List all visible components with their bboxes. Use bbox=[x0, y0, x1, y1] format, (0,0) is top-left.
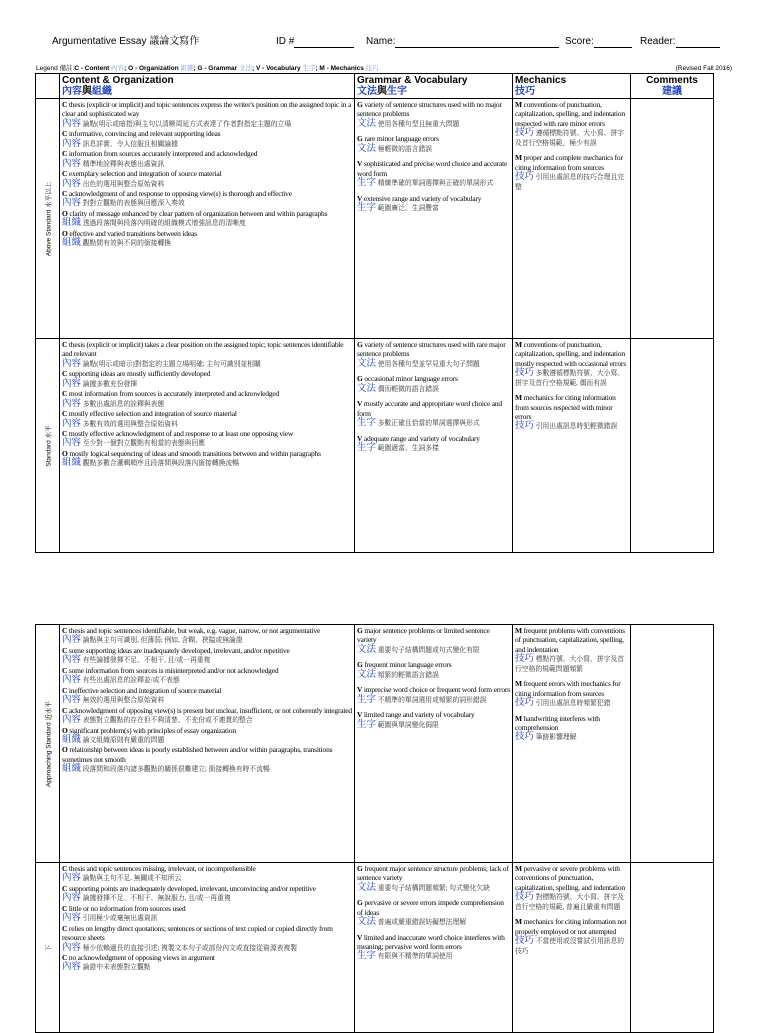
criterion-translation: 組織 觀點間有效與不同的銜接轉換 bbox=[62, 237, 172, 249]
essay-title: Argumentative Essay 議論文寫作 bbox=[52, 36, 200, 47]
criterion-code: M bbox=[515, 917, 522, 927]
category-tag: 內容 bbox=[62, 357, 82, 369]
criterion-text: C ineffective selection and integration of source material bbox=[62, 685, 222, 695]
criterion-code: C bbox=[62, 665, 68, 675]
category-tag: 內容 bbox=[62, 872, 82, 884]
criterion-code: C bbox=[62, 189, 68, 199]
criterion-translation: 組織 透過段落間與段落內明確的組織模式增強訊息的清晰度 bbox=[62, 217, 246, 229]
criterion-text: V sophisticated and precise word choice and accurate word form bbox=[357, 159, 508, 178]
criterion-text: M frequent errors with mechanics for citing information from sources bbox=[515, 679, 621, 698]
category-tag: 技巧 bbox=[515, 653, 535, 665]
rubric-table-lower bbox=[35, 624, 714, 1033]
criterion-item bbox=[357, 660, 510, 680]
criterion-code: G bbox=[357, 626, 363, 635]
mechanics-cell bbox=[513, 863, 631, 1033]
criterion-translation: 內容 至少對一個對立觀點有相當的表態與回應 bbox=[62, 437, 206, 449]
criterion-text: O clarity of message enhanced by clear pattern of organization between and within paragraphs bbox=[62, 208, 328, 218]
criterion-item bbox=[62, 864, 352, 884]
criterion-code: O bbox=[62, 448, 68, 458]
category-tag: 內容 bbox=[62, 417, 82, 429]
criterion-code: C bbox=[62, 626, 68, 635]
criterion-code: M bbox=[515, 393, 522, 403]
reader-field[interactable]: Reader: bbox=[640, 36, 720, 48]
criterion-text: G frequent major sentence structure problems; lack of sentence variety bbox=[357, 864, 509, 883]
criterion-translation: 內容 無效的選用與整合原始資料 bbox=[62, 694, 165, 706]
criterion-code: M bbox=[515, 340, 522, 349]
criterion-translation: 內容 論點(明示或暗示)對指定的主題立場明確; 主句可識別並相關 bbox=[62, 357, 261, 369]
category-tag: 內容 bbox=[62, 137, 82, 149]
criterion-code: G bbox=[357, 134, 363, 144]
criterion-text: C relies on lengthy direct quotations; sentences or sections of text copied or copied directly from resource sheets bbox=[62, 923, 333, 943]
rubric-table-upper bbox=[35, 73, 714, 553]
category-tag: 生字 bbox=[357, 201, 377, 213]
criterion-item bbox=[515, 864, 628, 912]
score-field[interactable]: Score: bbox=[565, 36, 632, 48]
category-tag: 生字 bbox=[357, 177, 377, 189]
criterion-text: C no acknowledgment of opposing views in argument bbox=[62, 953, 215, 963]
criterion-code: C bbox=[62, 169, 68, 179]
category-tag: 內容 bbox=[62, 157, 82, 169]
criterion-code: V bbox=[357, 710, 363, 720]
criterion-translation: 技巧 引用出處訊息時犯輕微錯誤 bbox=[515, 420, 618, 432]
category-tag: 組織 bbox=[62, 217, 82, 229]
grammar-cell bbox=[355, 625, 513, 863]
criterion-item bbox=[62, 666, 352, 686]
criterion-text: V limited range and variety of vocabulary bbox=[357, 710, 475, 720]
criterion-code: C bbox=[62, 149, 68, 159]
criterion-translation: 內容 論點與主句不足, 無關或不知所云 bbox=[62, 872, 182, 884]
criterion-code: C bbox=[62, 369, 68, 379]
level-label-cell bbox=[36, 339, 60, 553]
criterion-translation: 內容 論據發揮不足、不相干、無說服力, 且/或一再重複 bbox=[62, 892, 231, 904]
grammar-cell bbox=[355, 339, 513, 553]
grammar-vocabulary-header: Grammar & Vocabulary 文法與生字 bbox=[355, 74, 513, 99]
criterion-code: C bbox=[62, 953, 68, 963]
criterion-translation: 文法 使用各種句型且無重大問題 bbox=[357, 117, 460, 129]
criterion-item bbox=[62, 646, 352, 666]
category-tag: 內容 bbox=[62, 694, 82, 706]
criterion-code: V bbox=[357, 433, 363, 443]
criterion-translation: 組織 論文組織原則有嚴重的問題 bbox=[62, 733, 165, 745]
category-tag: 文法 bbox=[357, 668, 377, 680]
criterion-text: V adequate range and variety of vocabulary bbox=[357, 433, 480, 443]
criterion-text: C thesis (explicit or implicit) takes a clear position on the assigned topic; topic sentences identifiable and relevant bbox=[62, 340, 344, 359]
criterion-text: C mostly effective acknowledgment of and response to at least one opposing view bbox=[62, 429, 294, 439]
criterion-code: C bbox=[62, 685, 68, 695]
criterion-translation: 文法 重要句子結構問題頻繁; 句式變化欠缺 bbox=[357, 881, 491, 893]
criterion-text: V imprecise word choice or frequent word form errors bbox=[357, 685, 510, 695]
criterion-translation: 技巧 標點符號、大小寫、拼字及首行空格的規範問題頻繁 bbox=[515, 653, 625, 673]
criterion-translation: 文法 偶而輕微的語言錯誤 bbox=[357, 382, 439, 394]
criterion-translation: 生字 不精準的單詞選用或頻繁的詞形錯誤 bbox=[357, 693, 487, 705]
criterion-item bbox=[515, 917, 628, 956]
criterion-code: O bbox=[62, 228, 68, 238]
content-cell bbox=[60, 339, 355, 553]
criterion-item bbox=[62, 340, 352, 369]
criterion-text: V mostly accurate and appropriate word choice and form bbox=[357, 399, 502, 418]
criterion-code: G bbox=[357, 898, 363, 908]
category-tag: 內容 bbox=[62, 437, 82, 449]
criterion-code: V bbox=[357, 399, 363, 409]
criterion-item bbox=[62, 229, 352, 249]
criterion-code: M bbox=[515, 153, 522, 163]
criterion-code: O bbox=[62, 725, 68, 735]
criterion-translation: 文法 使用各種句型並罕見重大句子問題 bbox=[357, 357, 480, 369]
criterion-translation: 技巧 不當使用或沒嘗試引用訊息的技巧 bbox=[515, 935, 625, 955]
criterion-item bbox=[62, 904, 352, 924]
comments-cell[interactable] bbox=[631, 339, 714, 553]
category-tag: 技巧 bbox=[515, 935, 535, 947]
level-label-cell bbox=[36, 863, 60, 1033]
level-label: Above Standard 水平以上 bbox=[45, 181, 52, 256]
criterion-text: G major sentence problems or limited sentence variety bbox=[357, 626, 490, 645]
category-tag: 組織 bbox=[62, 457, 82, 469]
criterion-code: O bbox=[62, 745, 68, 755]
criterion-text: M proper and complete mechanics for citing information from sources bbox=[515, 153, 623, 172]
criterion-text: G rare minor language errors bbox=[357, 134, 439, 144]
criterion-text: O relationship between ideas is poorly established between and/or within paragraphs, transitions sometimes not smooth bbox=[62, 745, 333, 764]
criterion-item bbox=[357, 933, 510, 962]
criterion-item bbox=[357, 194, 510, 214]
criterion-text: C exemplary selection and integration of source material bbox=[62, 169, 222, 179]
category-tag: 技巧 bbox=[515, 367, 535, 379]
category-tag: 文法 bbox=[357, 382, 377, 394]
criterion-code: C bbox=[62, 645, 68, 655]
criterion-item bbox=[357, 898, 510, 927]
criterion-code: C bbox=[62, 883, 68, 893]
criterion-text: M frequent problems with conventions of punctuation, capitalization, spelling, and indentation bbox=[515, 626, 625, 654]
criterion-translation: 內容 出色的選用與整合原始資料 bbox=[62, 177, 165, 189]
category-tag: 內容 bbox=[62, 634, 82, 646]
criterion-item bbox=[62, 449, 352, 469]
category-tag: 文法 bbox=[357, 643, 377, 655]
criterion-translation: 技巧 遵循標點符號、大小寫、拼字及首行空格規範，極少有誤 bbox=[515, 127, 625, 147]
mechanics-header: Mechanics 技巧 bbox=[513, 74, 631, 99]
criterion-code: V bbox=[357, 159, 363, 169]
category-tag: 內容 bbox=[62, 714, 82, 726]
criterion-text: M conventions of punctuation, capitalization, spelling, and indentation mostly respected with occasional errors bbox=[515, 340, 626, 368]
criterion-item bbox=[62, 149, 352, 169]
criterion-item bbox=[62, 745, 352, 774]
category-tag: 組織 bbox=[62, 763, 82, 775]
criterion-text: C information from sources accurately interpreted and acknowledged bbox=[62, 149, 258, 159]
criterion-text: M handwriting interferes with comprehension bbox=[515, 713, 600, 732]
category-tag: 內容 bbox=[62, 961, 82, 973]
category-tag: 技巧 bbox=[515, 891, 535, 903]
criterion-translation: 技巧 多數遵循標點符號、大小寫、拼字及首行空格規範, 偶而有誤 bbox=[515, 367, 625, 387]
criterion-code: M bbox=[515, 864, 522, 873]
category-tag: 技巧 bbox=[515, 731, 535, 743]
category-tag: 技巧 bbox=[515, 697, 535, 709]
revision-note: (Revised Fall 2016) bbox=[675, 65, 732, 72]
content-cell bbox=[60, 99, 355, 339]
level-label-cell bbox=[36, 625, 60, 863]
criterion-text: C acknowledgment of and response to opposing view(s) is thorough and effective bbox=[62, 189, 292, 199]
criterion-item bbox=[515, 679, 628, 708]
criterion-code: C bbox=[62, 340, 68, 349]
criterion-translation: 內容 有些出處訊息的詮釋並/或不表態 bbox=[62, 674, 180, 686]
level-label: Approaching Standard 近水平 bbox=[45, 700, 52, 787]
criterion-translation: 內容 精準地詮釋與表態出處資訊 bbox=[62, 157, 165, 169]
criterion-item bbox=[62, 389, 352, 409]
criterion-translation: 生字 多數正確且恰當的單詞選擇與形式 bbox=[357, 417, 480, 429]
criterion-item bbox=[515, 340, 628, 388]
criterion-item bbox=[62, 189, 352, 209]
criterion-item bbox=[62, 626, 352, 646]
criterion-translation: 組織 段落間和段落內諸多觀點的關係很難建立; 銜接轉換有時不流暢 bbox=[62, 763, 270, 775]
criterion-code: M bbox=[515, 100, 522, 109]
criterion-item bbox=[357, 159, 510, 188]
criterion-code: V bbox=[357, 193, 363, 203]
criterion-translation: 文法 極輕微的語言錯誤 bbox=[357, 142, 433, 154]
category-tag: 文法 bbox=[357, 142, 377, 154]
mechanics-cell bbox=[513, 625, 631, 863]
criterion-item bbox=[515, 714, 628, 743]
criterion-translation: 技巧 筆跡影響理解 bbox=[515, 731, 577, 743]
category-tag: 生字 bbox=[357, 417, 377, 429]
level-row-standard bbox=[36, 339, 714, 553]
criterion-item bbox=[62, 953, 352, 973]
criterion-item bbox=[357, 340, 510, 369]
content-cell bbox=[60, 863, 355, 1033]
criterion-translation: 內容 訊息詳實、令人信服且相關論據 bbox=[62, 137, 178, 149]
criterion-item bbox=[62, 369, 352, 389]
criterion-item bbox=[357, 374, 510, 394]
criterion-translation: 內容 表態對立觀點的存在但不夠清楚、不充份或不連貫的整合 bbox=[62, 714, 253, 726]
column-header-row bbox=[36, 74, 714, 99]
criterion-item bbox=[62, 209, 352, 229]
criterion-text: C thesis (explicit or implicit) and topic sentences express the writer's position on the assigned topic in a clear and sophisticated way bbox=[62, 100, 352, 119]
category-tag: 內容 bbox=[62, 377, 82, 389]
criterion-text: M pervasive or severe problems with conventions of punctuation, capitalization, spelling, and indentation bbox=[515, 864, 625, 892]
criterion-text: G variety of sentence structures used with rare major sentence problems bbox=[357, 340, 506, 359]
criterion-text: O mostly logical sequencing of ideas and smooth transitions between and within paragraphs bbox=[62, 448, 321, 458]
content-organization-header: Content & Organization 內容與組織 bbox=[60, 74, 355, 99]
criterion-text: G occasional minor language errors bbox=[357, 374, 458, 384]
criterion-item bbox=[357, 399, 510, 428]
category-tag: 內容 bbox=[62, 177, 82, 189]
criterion-code: G bbox=[357, 374, 363, 384]
criterion-text: C most information from sources is accurately interpreted and acknowledged bbox=[62, 389, 280, 399]
criterion-item bbox=[62, 409, 352, 429]
category-tag: 技巧 bbox=[515, 420, 535, 432]
criterion-item bbox=[515, 100, 628, 148]
criterion-translation: 生字 範圍廣泛、生詞豐富 bbox=[357, 201, 439, 213]
criterion-translation: 組織 觀點多數合邏輯順序且段落間與段落內銜接轉換流暢 bbox=[62, 457, 240, 469]
criterion-translation: 文法 普遍或嚴重錯誤妨礙想法理解 bbox=[357, 916, 467, 928]
criterion-text: C little or no information from sources used bbox=[62, 903, 186, 913]
id-field[interactable]: ID # bbox=[276, 36, 354, 48]
criterion-translation: 內容 對對立觀點的表態與回應深入奏效 bbox=[62, 197, 185, 209]
criterion-code: G bbox=[357, 340, 363, 349]
criterion-item bbox=[62, 924, 352, 953]
comments-cell[interactable] bbox=[631, 625, 714, 863]
level-label-cell bbox=[36, 99, 60, 339]
criterion-code: V bbox=[357, 685, 363, 695]
criterion-translation: 技巧 對標點符號、大小寫、拼字及首行空格的規範, 普遍且嚴重有問題 bbox=[515, 891, 625, 911]
category-tag: 內容 bbox=[62, 941, 82, 953]
category-tag: 內容 bbox=[62, 197, 82, 209]
category-tag: 生字 bbox=[357, 950, 377, 962]
category-tag: 文法 bbox=[357, 881, 377, 893]
comments-cell[interactable] bbox=[631, 863, 714, 1033]
category-tag: 文法 bbox=[357, 117, 377, 129]
criterion-translation: 內容 論點與主句可識別, 但薄弱; 例如, 含糊、狹隘或無論證 bbox=[62, 634, 243, 646]
category-tag: 生字 bbox=[357, 441, 377, 453]
level-label: Standard 水平 bbox=[45, 424, 52, 467]
criterion-translation: 內容 極少依賴過長的直接引述; 複製文本句子或部份內文或直接從資源表複製 bbox=[62, 941, 298, 953]
criterion-translation: 內容 有些論據發揮不足、不相干, 且/或一再重複 bbox=[62, 654, 211, 666]
criterion-text: V extensive range and variety of vocabulary bbox=[357, 193, 482, 203]
criterion-code: C bbox=[62, 705, 68, 715]
criterion-translation: 生字 範圍與單詞變化侷限 bbox=[357, 718, 439, 730]
criterion-item bbox=[515, 626, 628, 674]
criterion-code: C bbox=[62, 100, 68, 109]
criterion-translation: 生字 精練準確的單詞選擇與正確的單詞形式 bbox=[357, 177, 494, 189]
category-tag: 技巧 bbox=[515, 127, 535, 139]
category-tag: 文法 bbox=[357, 357, 377, 369]
criterion-item bbox=[62, 429, 352, 449]
criterion-text: G pervasive or severe errors impede comprehension of ideas bbox=[357, 898, 504, 917]
criterion-text: C some information from sources is misinterpreted and/or not acknowledged bbox=[62, 665, 279, 675]
criterion-translation: 生字 有限與不精準的單詞使用 bbox=[357, 950, 453, 962]
category-tag: 內容 bbox=[62, 117, 82, 129]
rubric-header bbox=[52, 36, 732, 52]
criterion-translation: 文法 重要句子結構問題或句式變化有限 bbox=[357, 643, 480, 655]
criterion-item bbox=[62, 706, 352, 726]
criterion-text: C mostly effective selection and integration of source material bbox=[62, 409, 237, 419]
criterion-code: C bbox=[62, 903, 68, 913]
category-tag: 組織 bbox=[62, 237, 82, 249]
criterion-item bbox=[62, 884, 352, 904]
criterion-text: O effective and varied transitions between ideas bbox=[62, 228, 197, 238]
criterion-item bbox=[62, 686, 352, 706]
level-label: 下 bbox=[45, 944, 52, 951]
criterion-code: O bbox=[62, 208, 68, 218]
criterion-text: C some supporting ideas are inadequately developed, irrelevant, and/or repetitive bbox=[62, 645, 290, 655]
criterion-translation: 內容 論證中未表態對立觀點 bbox=[62, 961, 151, 973]
criterion-translation: 技巧 引用出處訊息時頻繁犯錯 bbox=[515, 697, 611, 709]
criterion-item bbox=[357, 626, 510, 655]
criterion-text: M mechanics for citing information from sources respected with minor errors bbox=[515, 393, 616, 422]
criterion-item bbox=[62, 100, 352, 129]
criterion-item bbox=[357, 434, 510, 454]
criterion-text: C informative, convincing and relevant supporting ideas bbox=[62, 129, 221, 139]
criterion-item bbox=[62, 129, 352, 149]
criterion-code: V bbox=[357, 932, 363, 942]
criterion-code: C bbox=[62, 129, 68, 139]
criterion-code: G bbox=[357, 660, 363, 670]
level-row-above-standard bbox=[36, 99, 714, 339]
grammar-cell bbox=[355, 99, 513, 339]
category-tag: 生字 bbox=[357, 693, 377, 705]
criterion-translation: 內容 多數有效的選用與整合原始資料 bbox=[62, 417, 178, 429]
category-tag: 生字 bbox=[357, 718, 377, 730]
category-tag: 內容 bbox=[62, 397, 82, 409]
criterion-code: G bbox=[357, 864, 363, 873]
category-tag: 內容 bbox=[62, 654, 82, 666]
category-tag: 組織 bbox=[62, 733, 82, 745]
criterion-translation: 生字 範圍適當、生詞多樣 bbox=[357, 441, 439, 453]
criterion-translation: 技巧 引用出處訊息的技巧合理且完整 bbox=[515, 171, 625, 191]
blank-corner bbox=[36, 74, 60, 99]
criterion-code: C bbox=[62, 429, 68, 439]
criterion-code: M bbox=[515, 626, 522, 635]
criterion-translation: 內容 多數出處訊息的詮釋與表態 bbox=[62, 397, 165, 409]
mechanics-cell bbox=[513, 339, 631, 553]
category-tag: 內容 bbox=[62, 912, 82, 924]
mechanics-cell bbox=[513, 99, 631, 339]
criterion-translation: 文法 頻繁的輕微語言錯誤 bbox=[357, 668, 439, 680]
criterion-code: C bbox=[62, 864, 68, 873]
category-tag: 內容 bbox=[62, 892, 82, 904]
criterion-item bbox=[357, 685, 510, 705]
level-row-approaching-standard bbox=[36, 625, 714, 863]
criterion-item bbox=[515, 393, 628, 432]
criterion-translation: 內容 引用極少或毫無出處資訊 bbox=[62, 912, 158, 924]
criterion-text: C supporting ideas are mostly sufficiently developed bbox=[62, 369, 211, 379]
criterion-text: V limited and inaccurate word choice interferes with meaning; pervasive word form errors bbox=[357, 932, 505, 952]
criterion-text: C supporting points are inadequately developed, irrelevant, unconvincing and/or repetitive bbox=[62, 883, 316, 893]
criterion-item bbox=[357, 864, 510, 893]
criterion-translation: 內容 論點(明示或暗指)與主句以清晰周延方式表達了作者對指定主題的立場 bbox=[62, 117, 292, 129]
criterion-code: C bbox=[62, 389, 68, 399]
criterion-text: O significant problem(s) with principles of essay organization bbox=[62, 725, 236, 735]
criterion-text: C thesis and topic sentences identifiable, but weak, e.g. vague, narrow, or not argumentative bbox=[62, 626, 320, 635]
criterion-code: M bbox=[515, 713, 522, 723]
criterion-code: M bbox=[515, 679, 522, 689]
comments-header: Comments 建議 bbox=[631, 74, 714, 99]
criterion-item bbox=[357, 710, 510, 730]
criterion-text: G variety of sentence structures used with no major sentence problems bbox=[357, 100, 502, 119]
criterion-text: C acknowledgment of opposing view(s) is present but unclear, insufficient, or not coherently integrated bbox=[62, 705, 352, 715]
name-field[interactable]: Name: bbox=[366, 36, 559, 48]
category-tag: 內容 bbox=[62, 674, 82, 686]
criterion-code: C bbox=[62, 409, 68, 419]
criterion-code: C bbox=[62, 923, 68, 933]
level-row-below-standard bbox=[36, 863, 714, 1033]
grammar-cell bbox=[355, 863, 513, 1033]
criterion-code: G bbox=[357, 100, 363, 109]
criterion-item bbox=[357, 134, 510, 154]
criterion-text: G frequent minor language errors bbox=[357, 660, 452, 670]
criterion-text: C thesis and topic sentences missing, irrelevant, or incomprehensible bbox=[62, 864, 256, 873]
criterion-item bbox=[62, 169, 352, 189]
criterion-item bbox=[515, 153, 628, 192]
criterion-item bbox=[62, 726, 352, 746]
comments-cell[interactable] bbox=[631, 99, 714, 339]
category-tag: 文法 bbox=[357, 916, 377, 928]
criterion-text: M mechanics for citing information not properly employed or not attempted bbox=[515, 917, 627, 936]
content-cell bbox=[60, 625, 355, 863]
criterion-item bbox=[357, 100, 510, 129]
criterion-translation: 內容 論據多數充份發揮 bbox=[62, 377, 138, 389]
criterion-text: M conventions of punctuation, capitalization, spelling, and indentation respected with rare minor errors bbox=[515, 100, 625, 128]
category-tag: 技巧 bbox=[515, 171, 535, 183]
legend: Legend 備註:C - Content 內容; O - Organization 組織; G - Grammar 文法; V - Vocabulary 生字; M - Mechanics 技巧 (Revised Fall 2016) bbox=[36, 65, 732, 72]
